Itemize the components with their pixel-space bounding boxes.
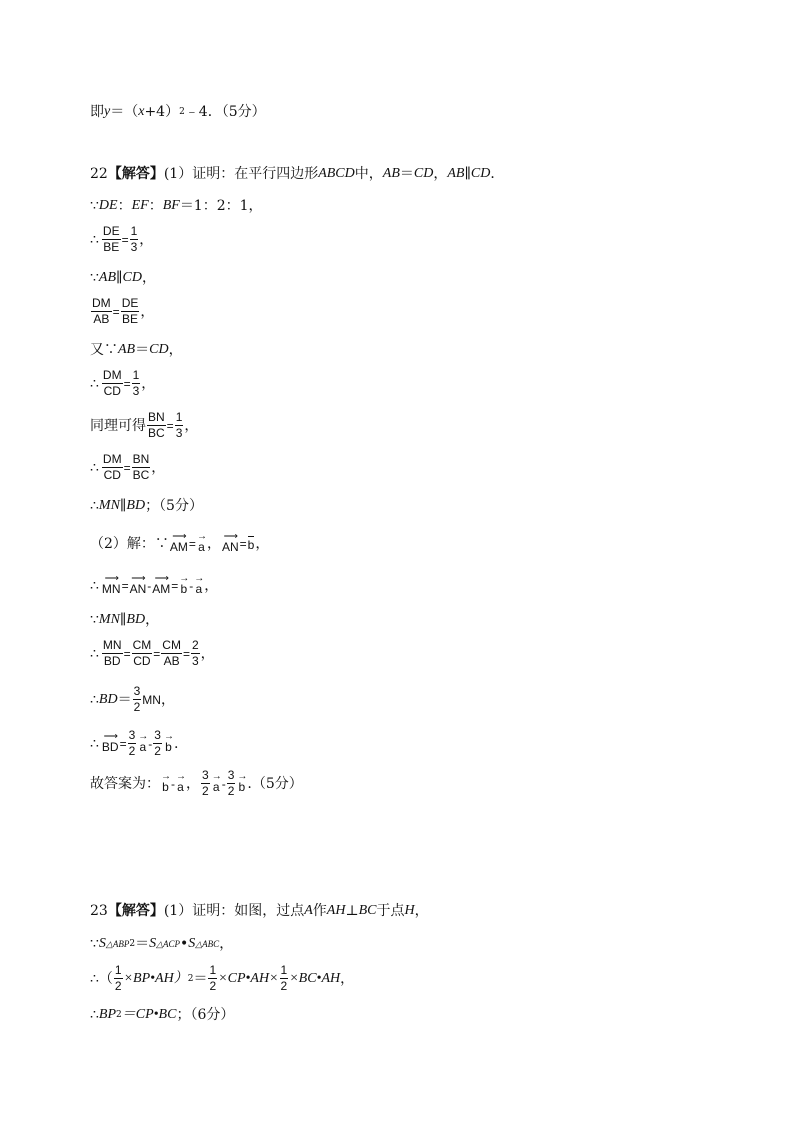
subscript: △ABP: [105, 939, 130, 949]
because-symbol: ∵: [90, 936, 99, 952]
denominator: BE: [103, 240, 120, 254]
var: DE: [98, 198, 118, 213]
text: ∥: [116, 270, 123, 286]
vector: [102, 733, 119, 754]
text: ﹣4．（5分）: [184, 104, 266, 120]
text: ，: [433, 166, 448, 182]
vector-arrow-icon: ⟶: [172, 531, 186, 542]
denominator: BD: [103, 654, 121, 668]
fraction: [121, 297, 140, 326]
question-number: 23: [90, 903, 108, 919]
equals: =: [123, 376, 131, 391]
var: AB: [98, 270, 117, 285]
var: S: [188, 936, 196, 951]
var: BD: [126, 612, 146, 627]
line-bd-eq: [90, 685, 175, 714]
vector: [170, 533, 188, 554]
fraction: [102, 369, 123, 398]
text: ＝1：2：1，: [179, 198, 263, 214]
text: ∥: [119, 498, 127, 514]
var: MN: [98, 612, 120, 627]
text: ，: [145, 612, 160, 628]
var: CD: [122, 270, 142, 285]
text: ×CP•AH×: [218, 970, 279, 986]
because-symbol: ∵: [90, 612, 99, 628]
line-mn-bd-ratio: [90, 639, 215, 668]
text: ＝: [399, 166, 414, 182]
numerator: 3: [227, 768, 235, 782]
answer-tag: 【解答】: [107, 903, 164, 919]
equals: =: [188, 536, 196, 551]
fraction: [132, 639, 153, 668]
vector-label: AN: [129, 582, 147, 596]
vector-label: AM: [152, 582, 171, 596]
fraction: [102, 453, 123, 482]
text: +4）: [144, 104, 180, 120]
var: BC: [358, 903, 377, 918]
vector-label: b: [238, 780, 246, 794]
fraction: [102, 639, 123, 668]
fraction: [191, 639, 200, 668]
subscript: △ABC: [195, 939, 220, 949]
because-symbol: ∵: [90, 198, 99, 214]
text: ×BP•AH）: [123, 970, 188, 986]
therefore-symbol: ∴: [90, 375, 99, 392]
vector-arrow-icon: →: [161, 771, 170, 782]
exponent: 2: [129, 939, 136, 949]
vector-label: AN: [221, 540, 239, 554]
denominator: 3: [132, 384, 140, 398]
text: ；（5分）: [145, 498, 203, 514]
line-ratio: [90, 197, 263, 215]
text: ，: [206, 535, 221, 552]
numerator: 1: [175, 410, 183, 424]
vector-label: a: [139, 740, 147, 754]
exponent: 2: [187, 973, 194, 984]
vector-arrow-icon: →: [194, 573, 204, 584]
because-symbol: ∵: [90, 270, 99, 286]
fraction: [201, 769, 210, 798]
therefore-symbol: ∴: [90, 735, 99, 752]
vector: [130, 575, 147, 596]
numerator: CM: [162, 638, 181, 652]
fraction: [91, 297, 112, 326]
var: AH: [326, 903, 346, 918]
denominator: BE: [122, 312, 139, 326]
text: ＝: [193, 970, 208, 987]
var: AB: [382, 166, 400, 181]
text: （2）解：∵: [90, 535, 169, 552]
line-area-relation: [90, 935, 233, 953]
text: ．: [490, 166, 505, 182]
line-part2: [90, 533, 269, 554]
vector: [222, 533, 239, 554]
line-1: [90, 103, 266, 121]
equals: =: [153, 646, 161, 661]
therefore-symbol: ∴: [90, 498, 99, 514]
therefore-symbol: ∴: [90, 231, 99, 248]
equals: =: [112, 304, 120, 319]
denominator: 3: [191, 654, 199, 668]
fraction: [227, 769, 236, 798]
vector-label: a: [177, 780, 184, 794]
fraction: [128, 729, 137, 758]
var: BF: [162, 198, 180, 213]
denominator: 2: [209, 979, 217, 993]
text: •: [180, 936, 189, 952]
var: EF: [131, 198, 149, 213]
text: .: [173, 735, 179, 752]
therefore-symbol: ∴: [90, 691, 99, 708]
denominator: 2: [128, 744, 136, 758]
text: ，: [200, 645, 215, 662]
line-dm-cd: [90, 369, 155, 398]
var: BP: [98, 1007, 117, 1022]
text: 故答案为：: [90, 775, 160, 792]
therefore-symbol: ∴: [90, 1007, 99, 1023]
exponent: 2: [179, 107, 185, 117]
denominator: 2: [133, 700, 141, 714]
text: ，: [255, 535, 270, 552]
numerator: DM: [92, 296, 111, 310]
line-dm-cd-bn-bc: [90, 453, 165, 482]
text: ＝CP•BC: [121, 1007, 177, 1022]
line-bd-vector: [90, 729, 178, 758]
var: CD: [149, 342, 169, 357]
fraction: [132, 369, 141, 398]
minus: -: [189, 578, 194, 593]
numerator: 3: [128, 728, 136, 742]
var: CD: [413, 166, 434, 181]
text: ，: [160, 691, 175, 708]
vector: [212, 773, 221, 794]
vector-arrow-icon: →: [196, 531, 206, 542]
var: AB: [447, 166, 465, 181]
numerator: 2: [191, 638, 199, 652]
question-number: 22: [90, 166, 108, 182]
text: 作: [312, 903, 327, 919]
text: ×BC•AH: [289, 970, 341, 986]
var: H: [404, 903, 415, 918]
line-mn-par-bd-2: [90, 611, 159, 629]
var: BD: [98, 691, 118, 707]
text: ，: [151, 459, 166, 476]
vector-label: b: [180, 582, 188, 596]
line-similarly: [90, 411, 198, 440]
vector-arrow-icon: ⟶: [103, 731, 117, 742]
denominator: 3: [175, 426, 183, 440]
vector: [164, 733, 173, 754]
vector-label: AM: [169, 540, 188, 554]
vector-arrow-icon: →: [176, 771, 185, 782]
denominator: AB: [93, 312, 110, 326]
minus: -: [147, 578, 152, 593]
denominator: BC: [148, 426, 165, 440]
denominator: AB: [163, 654, 180, 668]
text: ＝: [117, 691, 132, 708]
vector-arrow-icon: ⟶: [131, 573, 145, 584]
text: 又∵: [90, 342, 118, 358]
numerator: DE: [121, 296, 139, 310]
text: 中，: [354, 166, 383, 182]
line-bp-squared: [90, 1006, 234, 1024]
denominator: CD: [103, 384, 121, 398]
text: 于点: [376, 903, 405, 919]
numerator: MN: [102, 638, 122, 652]
var: S: [149, 936, 157, 951]
fraction: [153, 729, 162, 758]
numerator: BN: [148, 410, 165, 424]
vector-bar-icon: [248, 536, 254, 537]
vector: [176, 773, 185, 794]
numerator: 3: [154, 728, 161, 742]
numerator: 1: [132, 368, 140, 382]
var: AB: [118, 342, 136, 357]
line-23-header: [90, 902, 429, 920]
fraction: [175, 411, 184, 440]
therefore-symbol: ∴: [90, 459, 99, 476]
var: A: [304, 903, 313, 918]
numerator: DM: [102, 368, 122, 382]
vector-arrow-icon: →: [179, 573, 189, 584]
text: ，: [168, 342, 183, 358]
line-ab-par-cd: [90, 269, 156, 287]
equals: =: [123, 646, 131, 661]
text: ＝（: [110, 104, 139, 120]
text: ，: [140, 303, 155, 320]
equals: =: [166, 418, 174, 433]
line-mn-par-bd: [90, 497, 203, 515]
vector-arrow-icon: ⟶: [154, 573, 168, 584]
line-mn-vector: [90, 575, 218, 596]
numerator: 1: [209, 963, 217, 977]
numerator: DM: [102, 452, 122, 466]
fraction: [147, 411, 166, 440]
text: ⊥: [345, 903, 359, 919]
line-22-header: [90, 165, 504, 183]
vector-arrow-icon: →: [211, 771, 221, 782]
numerator: 1: [280, 963, 288, 977]
text: ，: [184, 417, 199, 434]
vector: [237, 773, 246, 794]
fraction: [133, 685, 142, 714]
var: MN: [98, 498, 120, 513]
equals: =: [171, 578, 179, 593]
numerator: 3: [133, 684, 141, 698]
text: ：: [117, 198, 132, 214]
line-also: [90, 341, 183, 359]
denominator: 2: [280, 979, 288, 993]
text: ，: [186, 775, 200, 792]
vector: [248, 536, 255, 552]
denominator: 2: [202, 784, 209, 798]
text: ，: [204, 577, 219, 594]
vector-label: a: [195, 582, 203, 596]
vector: [194, 575, 203, 596]
denominator: CD: [103, 468, 121, 482]
numerator: 3: [202, 768, 209, 782]
denominator: BC: [132, 468, 150, 482]
text: ，: [414, 903, 429, 919]
numerator: DE: [102, 224, 120, 238]
text: 同理可得: [90, 417, 146, 434]
vector-label: a: [212, 780, 220, 794]
vector-arrow-icon: →: [163, 731, 173, 742]
text: ，: [340, 970, 355, 987]
text: .（5分）: [247, 775, 303, 792]
equals: =: [121, 578, 129, 593]
minus: -: [221, 776, 226, 791]
equals: =: [121, 232, 129, 247]
fraction: [161, 639, 182, 668]
denominator: 3: [130, 240, 138, 254]
text: ∥: [119, 612, 127, 628]
text: ，: [219, 936, 234, 952]
denominator: CD: [133, 654, 151, 668]
line-area-expand: [90, 964, 354, 993]
text: ＝: [135, 342, 150, 358]
vector-arrow-icon: →: [237, 771, 247, 782]
therefore-symbol: ∴: [90, 970, 99, 987]
text: ，: [141, 375, 156, 392]
line-dm-ab: [90, 297, 154, 326]
text: （: [98, 970, 113, 987]
equals: =: [239, 536, 247, 551]
var-x: x: [138, 104, 145, 119]
fraction: [130, 225, 139, 254]
vector-label: b: [165, 740, 172, 754]
numerator: 1: [114, 963, 122, 977]
denominator: 2: [114, 979, 122, 993]
text: ；（6分）: [176, 1007, 235, 1023]
therefore-symbol: ∴: [90, 577, 99, 594]
answer-tag: 【解答】: [107, 166, 164, 182]
text: (1）证明：如图，过点: [163, 903, 305, 919]
equals: =: [119, 736, 127, 751]
minus: -: [148, 736, 153, 751]
text: ：: [148, 198, 163, 214]
minus: -: [171, 776, 175, 791]
vector: [152, 575, 170, 596]
numerator: 1: [130, 224, 138, 238]
fraction: [280, 964, 289, 993]
vector-label: BD: [101, 740, 119, 754]
vector-label: b: [162, 780, 169, 794]
text: (1）证明：在平行四边形: [163, 166, 319, 182]
denominator: 2: [154, 744, 161, 758]
line-de-be: [90, 225, 153, 254]
vector: [179, 575, 188, 596]
numerator: CM: [132, 638, 152, 652]
vector: [102, 575, 121, 596]
var: CD: [470, 166, 491, 181]
equals: =: [182, 646, 190, 661]
vector-arrow-icon: ⟶: [104, 573, 118, 584]
text: ，: [141, 270, 156, 286]
exponent: 2: [116, 1010, 122, 1020]
vector: [197, 533, 206, 554]
vector: [138, 733, 147, 754]
text: 即: [90, 104, 104, 120]
var: ABCD: [318, 166, 355, 181]
equals: =: [123, 460, 131, 475]
text: MN: [142, 692, 161, 707]
fraction: [132, 453, 151, 482]
var-y: y: [104, 104, 111, 119]
var: S: [98, 936, 106, 951]
text: ＝: [135, 936, 150, 952]
vector-arrow-icon: ⟶: [223, 531, 237, 542]
fraction: [102, 225, 121, 254]
fraction: [114, 964, 123, 993]
vector-label: MN: [101, 582, 121, 596]
text: ，: [139, 231, 154, 248]
fraction: [208, 964, 217, 993]
line-final-answer: [90, 769, 303, 798]
subscript: △ACP: [156, 939, 180, 949]
var: BD: [126, 498, 146, 513]
vector: [161, 773, 170, 794]
denominator: 2: [227, 784, 235, 798]
vector-label: a: [198, 540, 205, 554]
vector-arrow-icon: →: [138, 731, 148, 742]
vector-label: b: [247, 537, 255, 552]
text: ∥: [464, 166, 471, 182]
numerator: BN: [132, 452, 150, 466]
therefore-symbol: ∴: [90, 645, 99, 662]
